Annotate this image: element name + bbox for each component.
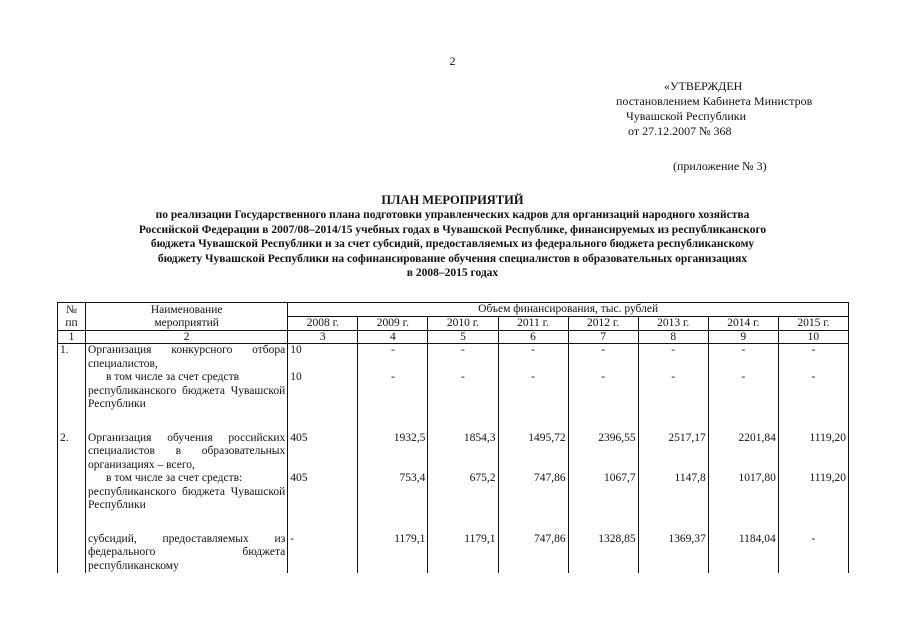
table-row [58, 371, 849, 412]
value-cell: 1067,7 [568, 472, 638, 513]
value-cell: 10 [288, 344, 358, 372]
value-cell: - [428, 371, 498, 412]
row-description-first-line: в том числе за счет средств [106, 371, 240, 383]
table-row [58, 344, 849, 372]
column-number: 7 [568, 331, 638, 344]
document-title: ПЛАН МЕРОПРИЯТИЙ [381, 193, 524, 207]
value-cell: - [638, 344, 708, 372]
spacer-row [58, 412, 849, 432]
value-cell: 1119,20 [778, 432, 848, 473]
header-year: 2014 г. [708, 317, 778, 331]
value-cell: 1184,04 [708, 533, 778, 574]
value-cell: 1147,8 [638, 472, 708, 513]
value-cell: - [358, 344, 428, 372]
approval-line-2: постановлением Кабинета Министров [616, 94, 813, 108]
header-number-line-2: пп [65, 316, 78, 329]
approval-line-3: Чувашской Республики [626, 109, 747, 123]
value-cell: 1179,1 [428, 533, 498, 574]
row-description-rest: республиканского бюджета Чувашской Республики [88, 384, 286, 410]
column-number: 2 [86, 331, 288, 344]
value-cell: - [498, 371, 568, 412]
document-subtitle [80, 208, 825, 281]
approval-line-4: от 27.12.2007 № 368 [628, 124, 732, 138]
header-year: 2012 г. [568, 317, 638, 331]
subtitle-line-1: по реализации Государственного плана подготовки управленческих кадров для организаций народного хозяйства [155, 209, 750, 221]
column-number: 4 [358, 331, 428, 344]
value-cell: 1017,80 [708, 472, 778, 513]
approval-line-1: «УТВЕРЖДЕН [664, 79, 743, 93]
value-cell: 675,2 [428, 472, 498, 513]
value-cell: 405 [288, 472, 358, 513]
spacer-row [58, 513, 849, 533]
approval-block [616, 79, 812, 139]
value-cell: - [638, 371, 708, 412]
column-numbers-row [58, 331, 849, 344]
header-financing: Объем финансирования, тыс. рублей [288, 303, 849, 317]
row-description [86, 371, 288, 412]
financing-table [57, 302, 849, 573]
header-year: 2010 г. [428, 317, 498, 331]
row-description: Организация обучения российских специалистов в образовательных организациях – всего, [86, 432, 288, 473]
header-number-line-1: № [66, 303, 77, 316]
row-index: 2. [58, 432, 86, 473]
value-cell: 1119,20 [778, 472, 848, 513]
row-index: 1. [58, 344, 86, 372]
appendix-note: (приложение № 3) [673, 159, 767, 173]
value-cell: 1932,5 [358, 432, 428, 473]
value-cell: - [288, 533, 358, 574]
value-cell: 747,86 [498, 472, 568, 513]
empty-cell [58, 371, 86, 412]
header-name-line-1: Наименование [150, 303, 223, 316]
column-number: 10 [778, 331, 848, 344]
value-cell: 10 [288, 371, 358, 412]
page-number: 2 [449, 54, 456, 68]
subtitle-line-3: бюджета Чувашской Республики и за счет субсидий, предоставляемых из федерального бюджета республиканскому [150, 238, 755, 250]
column-number: 9 [708, 331, 778, 344]
value-cell: - [568, 371, 638, 412]
subtitle-line-5: в 2008–2015 годах [406, 267, 499, 279]
value-cell: 2517,17 [638, 432, 708, 473]
header-name-line-2: мероприятий [154, 316, 219, 329]
value-cell: - [708, 344, 778, 372]
value-cell: 1495,72 [498, 432, 568, 473]
value-cell: - [498, 344, 568, 372]
row-description-note: в том числе за счет средств: [106, 472, 243, 484]
header-year: 2011 г. [498, 317, 568, 331]
value-cell: 1328,85 [568, 533, 638, 574]
empty-cell [58, 533, 86, 574]
row-description: Организация конкурсного отбора специалистов, [86, 344, 288, 372]
value-cell: 1179,1 [358, 533, 428, 574]
value-cell: 1369,37 [638, 533, 708, 574]
value-cell: 405 [288, 432, 358, 473]
column-number: 6 [498, 331, 568, 344]
subtitle-line-4: бюджету Чувашской Республики на софинансирование обучения специалистов в образовательных организациях [157, 252, 748, 265]
header-year: 2008 г. [288, 317, 358, 331]
value-cell: - [778, 371, 848, 412]
table-row [58, 472, 849, 513]
value-cell: - [358, 371, 428, 412]
column-number: 5 [428, 331, 498, 344]
header-year: 2009 г. [358, 317, 428, 331]
value-cell: 2201,84 [708, 432, 778, 473]
column-number: 8 [638, 331, 708, 344]
value-cell: 2396,55 [568, 432, 638, 473]
value-cell: - [778, 344, 848, 372]
row-description [86, 472, 288, 513]
empty-cell [58, 472, 86, 513]
value-cell: - [778, 533, 848, 574]
header-year: 2013 г. [638, 317, 708, 331]
value-cell: 1854,3 [428, 432, 498, 473]
value-cell: - [568, 344, 638, 372]
header-number [58, 303, 86, 331]
value-cell: 747,86 [498, 533, 568, 574]
row-description-rest: республиканского бюджета Чувашской Республики [88, 485, 286, 511]
header-name [86, 303, 288, 331]
subtitle-line-2: Российской Федерации в 2007/08–2014/15 учебных годах в Чувашской Республике, финансируемых из республиканского [138, 223, 767, 236]
value-cell: 753,4 [358, 472, 428, 513]
row-description: субсидий, предоставляемых из федерального бюджета республиканскому [86, 533, 288, 574]
value-cell: - [708, 371, 778, 412]
value-cell: - [428, 344, 498, 372]
table-row [58, 432, 849, 473]
table-row [58, 533, 849, 574]
column-number: 3 [288, 331, 358, 344]
column-number: 1 [58, 331, 86, 344]
header-year: 2015 г. [778, 317, 848, 331]
